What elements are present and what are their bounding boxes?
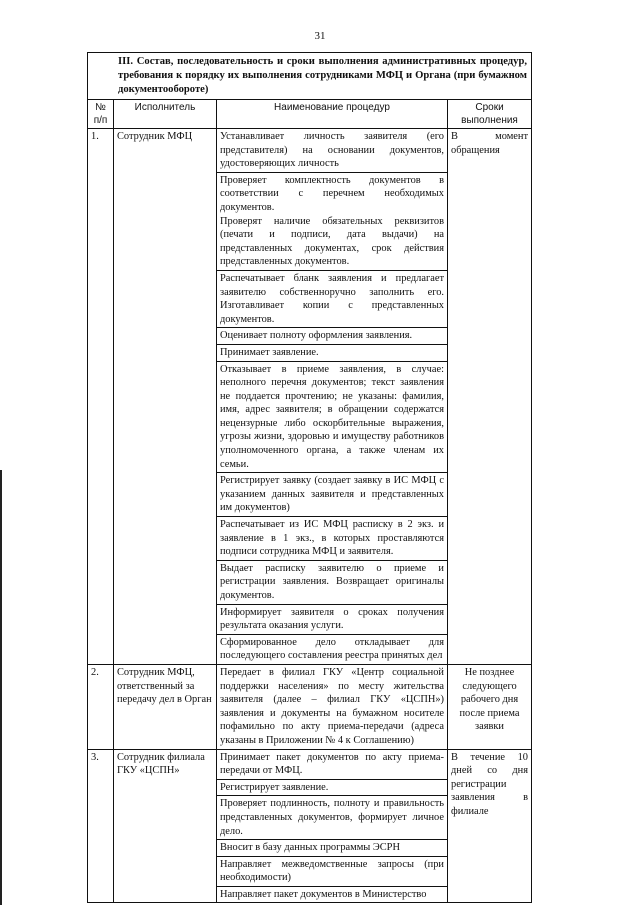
procedure-item (217, 887, 447, 903)
procedure-text: Проверят наличие обязательных реквизитов (печати и подписи, дата выдачи) на представленных документах, срок действия представленных документов. (220, 215, 444, 268)
procedure-text: Отказывает в приеме заявления, в случае: неполного перечня документов; текст заявления не поддается прочтению; не указаны: фамилия, имя, адрес заявителя; в обращении содержатся нецензурные либо оскорбительные выражения, угрозы жизни, здоровью и имуществу работников уполномоченного органа, а также членам их семьи. (220, 363, 444, 470)
procedure-item (217, 796, 447, 840)
procedure-text: Распечатывает из ИС МФЦ расписку в 2 экз. и заявление в 1 экз., в которых проставляются подписи сотрудника МФЦ и заявителя. (220, 519, 444, 558)
procedure-item (217, 665, 447, 749)
procedures-table (87, 52, 532, 903)
procedure-text: Проверяет комплектность документов в соответствии с перечнем необходимых документов. (220, 174, 444, 213)
procedure-item (217, 635, 447, 664)
procedure-item (217, 345, 447, 362)
procedure-text: Проверяет подлинность, полноту и правильность представленных документов, формирует личное дело. (220, 798, 444, 837)
procedure-text: Вносит в базу данных программы ЭСРН (220, 842, 400, 854)
header-term: Сроки выполнения (448, 100, 532, 129)
procedure-item (217, 780, 447, 797)
procedure-text: Оценивает полноту оформления заявления. (220, 330, 413, 342)
row-num: 2. (88, 664, 114, 749)
procedure-text: Принимает пакет документов по акту приема-передачи от МФЦ. (220, 751, 444, 777)
procedure-item (217, 840, 447, 857)
row-term: В течение 10 дней со дня регистрации заявления в филиале (448, 749, 532, 903)
procedure-text: Сформированное дело откладывает для последующего составления реестра принятых дел (220, 636, 444, 662)
table-row (88, 129, 532, 665)
procedure-text: Устанавливает личность заявителя (его представителя) на основании документов, удостоверяющих личность (220, 131, 444, 170)
section-title-row (88, 53, 532, 100)
procedure-item (217, 857, 447, 887)
procedure-text: Выдает расписку заявителю о приеме и регистрации заявления. Возвращает оригиналы документов. (220, 562, 444, 601)
procedure-text: Передает в филиал ГКУ «Центр социальной поддержки населения» по месту жительства заявителя (далее – филиал ГКУ «ЦСПН») заявления и документы на бумажном носителе пофамильно по акту приема-передачи (адреса указаны в Приложении № 4 к Соглашению) (220, 666, 444, 746)
procedure-item (217, 362, 447, 474)
procedure-list (217, 129, 448, 665)
row-executor: Сотрудник МФЦ (114, 129, 217, 665)
page-number: 31 (314, 30, 326, 42)
header-row (88, 100, 532, 129)
row-executor: Сотрудник МФЦ, ответственный за передачу дел в Орган (114, 664, 217, 749)
procedure-text: Регистрирует заявку (создает заявку в ИС МФЦ с указанием данных заявителя и представленных им документов) (220, 475, 444, 514)
procedure-text: Направляет пакет документов в Министерство (220, 888, 427, 900)
row-num: 1. (88, 129, 114, 665)
procedure-list (217, 664, 448, 749)
procedure-text: Принимает заявление. (220, 346, 319, 358)
section-title: III. Состав, последовательность и сроки выполнения административных процедур, требования к порядку их выполнения сотрудниками МФЦ и Органа (при бумажном документообороте) (88, 53, 532, 100)
table-row (88, 664, 532, 749)
header-num: № п/п (88, 100, 114, 129)
row-num: 3. (88, 749, 114, 903)
scan-edge-line (0, 470, 2, 905)
procedure-item (217, 328, 447, 345)
procedure-item (217, 473, 447, 517)
procedure-text: Регистрирует заявление. (220, 781, 329, 793)
procedure-item (217, 517, 447, 561)
procedure-item (217, 750, 447, 780)
procedure-text: Информирует заявителя о сроках получения результата оказания услуги. (220, 606, 444, 632)
procedure-item (217, 129, 447, 173)
procedure-item (217, 561, 447, 605)
row-executor: Сотрудник филиала ГКУ «ЦСПН» (114, 749, 217, 903)
procedure-item (217, 173, 447, 271)
procedure-list (217, 749, 448, 903)
procedure-item (217, 271, 447, 328)
row-term: В момент обращения (448, 129, 532, 665)
procedure-text: Распечатывает бланк заявления и предлагает заявителю собственноручно заполнить его. Изготавливает копии с представленных документов. (220, 272, 444, 325)
table-row (88, 749, 532, 903)
procedure-text: Направляет межведомственные запросы (при необходимости) (220, 858, 444, 884)
row-term: Не позднее следующего рабочего дня после приема заявки (448, 664, 532, 749)
header-procedure: Наименование процедур (217, 100, 448, 129)
procedure-item (217, 605, 447, 635)
header-executor: Исполнитель (114, 100, 217, 129)
